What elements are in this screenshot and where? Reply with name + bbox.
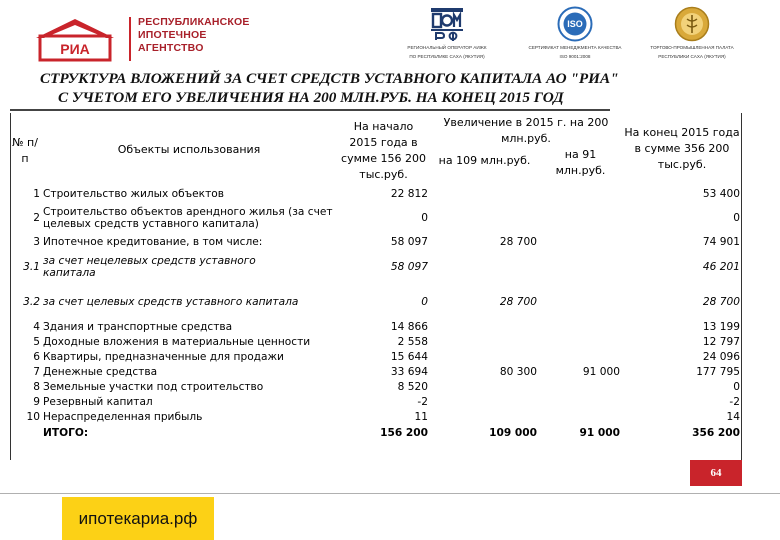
- table-row: [10, 319, 742, 334]
- row-name: Денежные средства: [43, 365, 158, 378]
- row-start: 11: [414, 410, 428, 423]
- iso-certificate-icon: [557, 6, 593, 42]
- row-inc-109: [430, 319, 539, 334]
- row-num: 8: [33, 380, 40, 393]
- row-inc-109: [430, 185, 539, 202]
- row-num: 4: [33, 320, 40, 333]
- row-num: 7: [33, 365, 40, 378]
- row-end: 13 199: [702, 320, 740, 333]
- total-end: 356 200: [692, 426, 740, 439]
- brand-line: ИПОТЕЧНОЕ: [138, 29, 207, 41]
- row-end: 74 901: [702, 235, 740, 248]
- header-object: Объекты использования: [117, 143, 261, 156]
- agency-logo-icon: [30, 16, 120, 62]
- row-name: Здания и транспортные средства: [43, 320, 233, 333]
- row-end: 28 700: [702, 295, 740, 308]
- website-link[interactable]: ипотекариа.рф: [62, 497, 214, 540]
- row-inc-91: [539, 394, 622, 409]
- row-inc-109: [430, 334, 539, 349]
- partner-caption: СЕРТИФИКАТ МЕНЕДЖМЕНТА КАЧЕСТВА: [528, 45, 622, 50]
- header-start: На начало 2015 года в сумме 156 200 тыс.руб.: [341, 120, 426, 181]
- partner-caption: ISO 9001:2008: [559, 54, 591, 59]
- row-num: 1: [33, 187, 40, 200]
- row-inc-91: [539, 284, 622, 319]
- row-name: Строительство объектов арендного жилья (за счет целевых средств уставного капитала): [43, 205, 333, 230]
- partner-caption: ТОРГОВО-ПРОМЫШЛЕННАЯ ПАЛАТА: [650, 45, 734, 50]
- partner-caption: РЕГИОНАЛЬНЫЙ ОПЕРАТОР АИЖК: [407, 45, 487, 50]
- row-inc-109: 80 300: [499, 365, 537, 378]
- row-end: -2: [729, 395, 740, 408]
- dom-rf-logo-icon: [427, 6, 467, 42]
- row-inc-109: [430, 349, 539, 364]
- row-name: Квартиры, предназначенные для продажи: [43, 350, 284, 363]
- row-name: Земельные участки под строительство: [43, 380, 264, 393]
- row-name: за счет целевых средств уставного капитала: [43, 295, 299, 308]
- total-start: 156 200: [380, 426, 428, 439]
- brand-line: РЕСПУБЛИКАНСКОЕ: [138, 16, 250, 28]
- row-inc-109: 28 700: [499, 295, 537, 308]
- chamber-of-commerce-icon: [674, 6, 710, 42]
- row-num: 6: [33, 350, 40, 363]
- svg-text:РИА: РИА: [60, 41, 90, 57]
- title-line-1: СТРУКТУРА ВЛОЖЕНИЙ ЗА СЧЕТ СРЕДСТВ УСТАВНОГО КАПИТАЛА АО "РИА": [40, 70, 619, 87]
- svg-text:ISO: ISO: [567, 19, 583, 29]
- footer-divider: [0, 493, 780, 494]
- row-num: 10: [26, 410, 40, 423]
- brand-line: АГЕНТСТВО: [138, 42, 204, 54]
- row-num: 3.2: [23, 295, 40, 308]
- brand-name: [138, 16, 250, 55]
- row-inc-109: [430, 394, 539, 409]
- row-inc-91: 91 000: [582, 365, 620, 378]
- row-end: 46 201: [702, 261, 740, 273]
- row-inc-109: [430, 379, 539, 394]
- partner-caption: РЕСПУБЛИКИ САХА (ЯКУТИЯ): [658, 54, 726, 59]
- row-end: 24 096: [702, 350, 740, 363]
- title-divider: [10, 109, 610, 111]
- row-start: 33 694: [390, 365, 428, 378]
- row-name: Доходные вложения в материальные ценности: [43, 335, 311, 348]
- row-end: 12 797: [702, 335, 740, 348]
- table-row: [10, 394, 742, 409]
- row-start: 14 866: [390, 320, 428, 333]
- row-name: Строительство жилых объектов: [43, 187, 224, 200]
- partner-dom-rf: [402, 6, 492, 60]
- row-inc-91: [539, 250, 622, 284]
- table-row: [10, 202, 742, 233]
- row-start: 8 520: [397, 380, 428, 393]
- row-num: 2: [33, 211, 40, 224]
- table-header-row: [10, 113, 742, 185]
- investment-table: [10, 113, 742, 441]
- row-start: 58 097: [390, 235, 428, 248]
- row-inc-91: [539, 185, 622, 202]
- row-inc-91: [539, 349, 622, 364]
- row-start: 22 812: [390, 187, 428, 200]
- table-row: [10, 364, 742, 379]
- row-name: Ипотечное кредитование, в том числе:: [43, 235, 263, 248]
- header-increase-109: на 109 млн.руб.: [438, 154, 531, 167]
- row-inc-91: [539, 233, 622, 250]
- table-total-row: [10, 424, 742, 441]
- table-row: [10, 185, 742, 202]
- row-end: 0: [733, 380, 740, 393]
- table-row: [10, 334, 742, 349]
- table-row: [10, 409, 742, 424]
- brand-divider: [129, 17, 131, 61]
- row-num: 9: [33, 395, 40, 408]
- row-name: за счет нецелевых средств уставного капитала: [43, 255, 256, 279]
- row-start: 0: [421, 295, 428, 308]
- table-row: [10, 349, 742, 364]
- row-inc-91: [539, 319, 622, 334]
- table-row: [10, 250, 742, 284]
- row-name: Нераспределенная прибыль: [43, 410, 203, 423]
- row-name: Резервный капитал: [43, 395, 153, 408]
- title-line-2: С УЧЕТОМ ЕГО УВЕЛИЧЕНИЯ НА 200 МЛН.РУБ. НА КОНЕЦ 2015 ГОД: [58, 89, 564, 106]
- row-num: 3.1: [23, 261, 40, 273]
- row-end: 177 795: [696, 365, 740, 378]
- row-inc-109: [430, 409, 539, 424]
- row-start: 15 644: [390, 350, 428, 363]
- row-inc-91: [539, 379, 622, 394]
- row-num: 5: [33, 335, 40, 348]
- total-label: ИТОГО:: [43, 426, 89, 439]
- row-inc-91: [539, 334, 622, 349]
- partner-chamber: [637, 6, 747, 60]
- header-increase: Увеличение в 2015 г. на 200 млн.руб. на 109 млн.руб. на 91 млн.руб.: [430, 113, 622, 185]
- row-inc-91: [539, 409, 622, 424]
- row-start: -2: [417, 395, 428, 408]
- row-end: 14: [726, 410, 740, 423]
- row-start: 2 558: [397, 335, 428, 348]
- row-end: 0: [733, 211, 740, 224]
- table-row: [10, 284, 742, 319]
- brand: [22, 14, 262, 64]
- header-num: № п/п: [12, 136, 38, 165]
- header-end: На конец 2015 года в сумме 356 200 тыс.руб.: [624, 126, 740, 171]
- row-inc-109: [430, 202, 539, 233]
- total-inc-109: 109 000: [489, 426, 537, 439]
- page-number: 64: [690, 460, 742, 486]
- row-num: 3: [33, 235, 40, 248]
- total-inc-91: 91 000: [579, 426, 620, 439]
- table-row: [10, 233, 742, 250]
- row-inc-109: 28 700: [499, 235, 537, 248]
- row-inc-109: [430, 250, 539, 284]
- row-start: 0: [421, 211, 428, 224]
- row-end: 53 400: [702, 187, 740, 200]
- row-start: 58 097: [390, 261, 428, 273]
- row-inc-91: [539, 202, 622, 233]
- table-row: [10, 379, 742, 394]
- partner-caption: ПО РЕСПУБЛИКЕ САХА (ЯКУТИЯ): [409, 54, 485, 59]
- partner-iso: [520, 6, 630, 60]
- header-increase-91: на 91 млн.руб.: [555, 148, 606, 177]
